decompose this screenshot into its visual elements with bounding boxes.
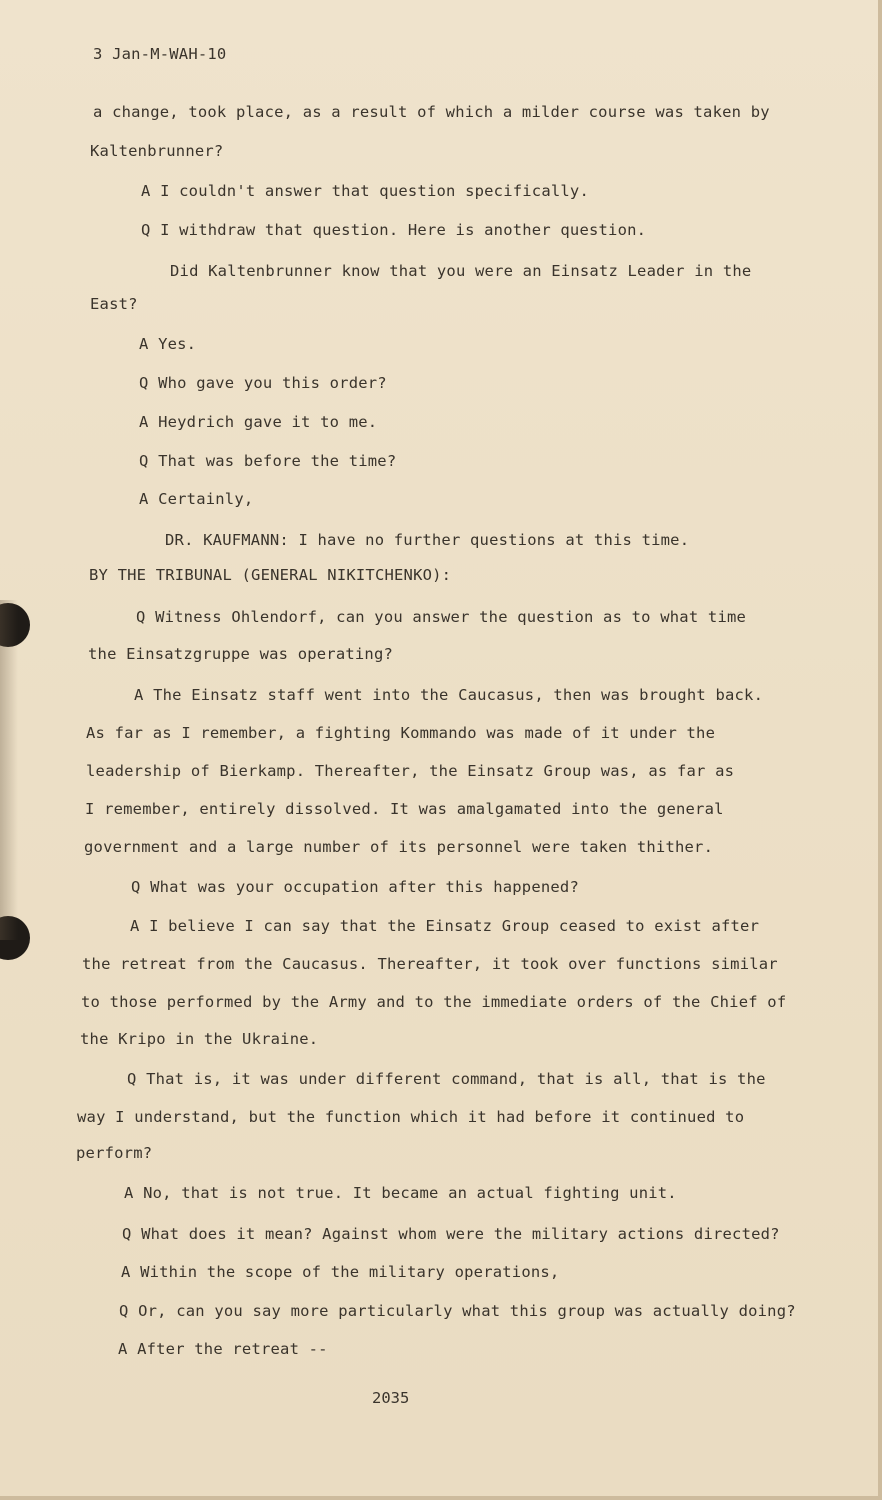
text-line: Did Kaltenbrunner know that you were an Einsatz Leader in the xyxy=(170,262,752,280)
section-heading: BY THE TRIBUNAL (GENERAL NIKITCHENKO): xyxy=(89,566,452,584)
text-line: I remember, entirely dissolved. It was amalgamated into the general xyxy=(85,800,724,818)
text-line: leadership of Bierkamp. Thereafter, the Einsatz Group was, as far as xyxy=(86,762,735,780)
text-line: a change, took place, as a result of which a milder course was taken by xyxy=(93,103,770,121)
text-line: government and a large number of its personnel were taken thither. xyxy=(84,838,714,856)
text-line: A Within the scope of the military operations, xyxy=(121,1263,560,1281)
text-line: A No, that is not true. It became an actual fighting unit. xyxy=(124,1184,677,1202)
text-line: the Kripo in the Ukraine. xyxy=(80,1030,319,1048)
text-line: Q What does it mean? Against whom were the military actions directed? xyxy=(122,1225,780,1243)
text-line: A I believe I can say that the Einsatz Group ceased to exist after xyxy=(130,917,760,935)
text-line: Q Or, can you say more particularly what this group was actually doing? xyxy=(119,1302,796,1320)
binding-stain xyxy=(0,600,18,940)
text-line: Q That was before the time? xyxy=(139,452,397,470)
text-line: the retreat from the Caucasus. Thereafter, it took over functions similar xyxy=(82,955,778,973)
page-number: 2035 xyxy=(372,1389,410,1407)
text-line: As far as I remember, a fighting Kommando was made of it under the xyxy=(86,724,716,742)
speaker-line: DR. KAUFMANN: I have no further questions at this time. xyxy=(165,531,690,549)
text-line: Q I withdraw that question. Here is another question. xyxy=(141,221,647,239)
text-line: Q What was your occupation after this happened? xyxy=(131,878,579,896)
text-line: to those performed by the Army and to the immediate orders of the Chief of xyxy=(81,993,787,1011)
text-line: A The Einsatz staff went into the Caucasus, then was brought back. xyxy=(134,686,764,704)
text-line: A Yes. xyxy=(139,335,197,353)
text-line: A I couldn't answer that question specifically. xyxy=(141,182,589,200)
text-line: way I understand, but the function which it had before it continued to xyxy=(77,1108,745,1126)
text-line: A Certainly, xyxy=(139,490,254,508)
text-line: Q That is, it was under different command, that is all, that is the xyxy=(127,1070,766,1088)
text-line: Kaltenbrunner? xyxy=(90,142,224,160)
text-line: A Heydrich gave it to me. xyxy=(139,413,378,431)
text-line: East? xyxy=(90,295,138,313)
text-line: perform? xyxy=(76,1144,153,1162)
page-header-ref: 3 Jan-M-WAH-10 xyxy=(93,45,227,63)
text-line: Q Witness Ohlendorf, can you answer the question as to what time xyxy=(136,608,747,626)
text-line: A After the retreat -- xyxy=(118,1340,328,1358)
text-line: Q Who gave you this order? xyxy=(139,374,387,392)
text-line: the Einsatzgruppe was operating? xyxy=(88,645,394,663)
